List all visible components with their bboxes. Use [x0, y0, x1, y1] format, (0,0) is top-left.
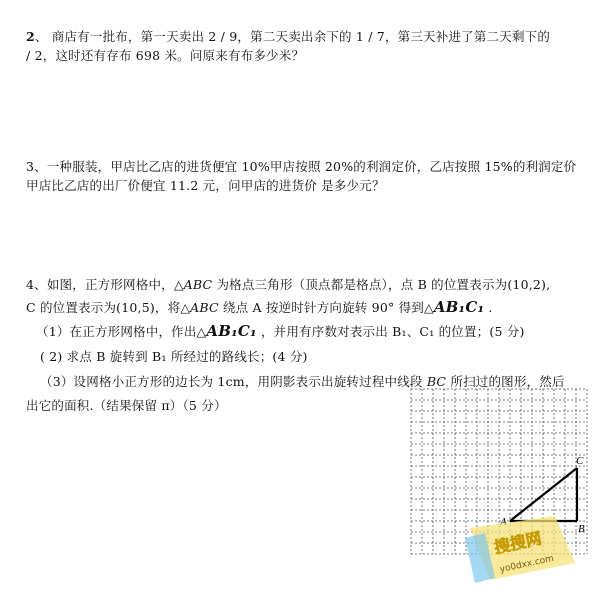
point-A-label: A	[500, 516, 507, 528]
triangle-label: ABC	[190, 300, 219, 315]
point-B-label: B	[578, 523, 585, 535]
q4-text: 为格点三角形（顶点都是格点），点 B 的位置表示为(10,2),	[212, 277, 551, 292]
question-number: 2	[26, 29, 35, 44]
q4-text: 4、如图，正方形网格中，△	[26, 277, 184, 292]
point-C-label: C	[576, 455, 584, 467]
q4-text: C 的位置表示为(10,5)，将△	[26, 300, 191, 315]
segment-label: BC	[426, 374, 447, 389]
watermark-url: yo0dxx.com	[498, 553, 555, 576]
q4-text: ，并用有序数对表示出 B₁、C₁ 的位置；(5 分)	[256, 324, 525, 339]
q4-text: 绕点 A 按逆时针方向旋转 90° 得到△	[218, 300, 434, 315]
question-3-line-1: 3、一种服装，甲店比乙店的进货便宜 10%甲店按照 20%的利润定价，乙店按照 15%的利润定价	[26, 159, 577, 174]
site-watermark-logo	[460, 508, 580, 588]
question-4-sub-3-line-2: 出它的面积.（结果保留 π）（5 分）	[26, 398, 227, 413]
watermark-text: 搜搜网	[492, 528, 544, 558]
question-4-line-1	[26, 275, 550, 293]
question-4-sub-2: ( 2) 求点 B 旋转到 B₁ 所经过的路线长；(4 分)	[40, 349, 308, 364]
q4-text: （3）设网格小正方形的边长为 1cm，用阴影表示出旋转过程中线段	[40, 374, 427, 389]
rotated-triangle-label: AB₁C₁	[206, 322, 257, 340]
triangle-label: ABC	[183, 277, 213, 292]
q4-text: （1）在正方形网格中，作出△	[36, 324, 207, 339]
q4-text: 所扫过的图形，然后	[446, 374, 565, 389]
question-4-sub-1	[36, 322, 525, 340]
question-2-text: 、 商店有一批布，第一天卖出 2 / 9，第二天卖出余下的 1 / 7，第三天补进了第二天剩下的	[34, 29, 551, 44]
q4-text: .	[484, 300, 493, 315]
question-2-line-2: / 2，这时还有存布 698 米。问原来有布多少米？	[26, 48, 305, 63]
question-2-line-1	[26, 27, 550, 45]
question-4-line-2	[26, 298, 493, 316]
question-3-line-2: 甲店比乙店的出厂价便宜 11.2 元，问甲店的进货价 是多少元？	[26, 178, 385, 193]
rotated-triangle-label: AB₁C₁	[433, 298, 485, 316]
